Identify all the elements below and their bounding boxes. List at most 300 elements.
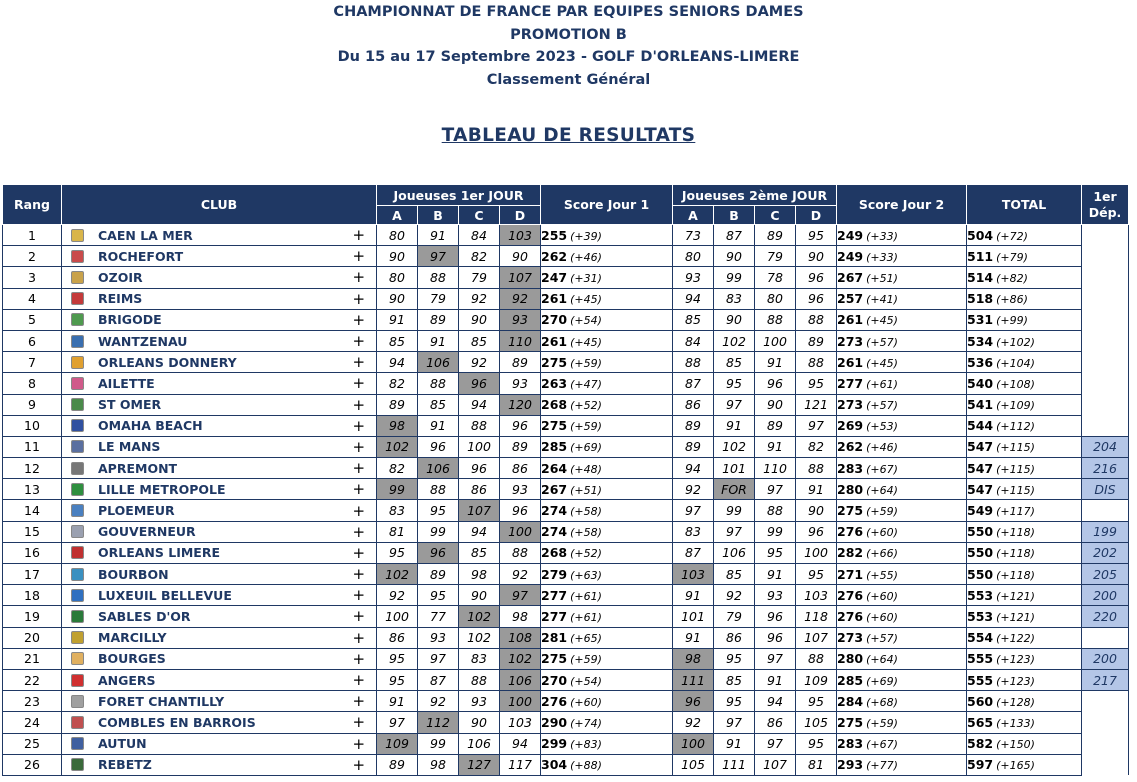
day1-score-cell: 110 <box>500 330 541 351</box>
score-day2-value: 276 <box>837 524 864 540</box>
day1-score-cell: 96 <box>500 415 541 436</box>
club-name: PLOEMEUR <box>98 503 175 519</box>
total-diff: (+109) <box>996 399 1035 413</box>
total-diff: (+115) <box>996 483 1035 497</box>
day2-score-cell: 97 <box>755 479 796 500</box>
score-day2-cell <box>837 246 967 267</box>
day2-score-cell: 81 <box>796 754 837 775</box>
table-row <box>3 754 1129 775</box>
table-row <box>3 564 1129 585</box>
club-logo-icon <box>71 631 84 644</box>
day2-score-cell: 95 <box>796 225 837 246</box>
day2-score-cell: 86 <box>755 712 796 733</box>
total-cell <box>967 436 1082 457</box>
day1-score-cell: 91 <box>377 309 418 330</box>
score-day1-value: 290 <box>541 714 568 730</box>
score-day1-cell <box>541 225 673 246</box>
table-row <box>3 691 1129 712</box>
score-day1-diff: (+54) <box>570 674 602 688</box>
day2-score-cell: 88 <box>796 309 837 330</box>
total-diff: (+121) <box>996 589 1035 603</box>
score-day2-cell <box>837 733 967 754</box>
total-value: 511 <box>967 248 994 264</box>
rank-cell: 17 <box>3 564 62 585</box>
first-dep-cell <box>1082 415 1129 436</box>
expand-plus-button[interactable]: + <box>342 225 377 246</box>
day1-score-cell: 96 <box>418 542 459 563</box>
day2-score-cell: 89 <box>755 415 796 436</box>
expand-plus-button[interactable]: + <box>342 479 377 500</box>
total-value: 550 <box>967 545 994 561</box>
club-wrap <box>62 712 342 732</box>
table-row <box>3 394 1129 415</box>
rank-cell: 2 <box>3 246 62 267</box>
day1-score-cell: 117 <box>500 754 541 775</box>
score-day1-value: 261 <box>541 291 568 307</box>
total-value: 554 <box>967 630 994 646</box>
club-wrap <box>62 246 342 266</box>
score-day1-diff: (+59) <box>570 420 602 434</box>
results-table-title: TABLEAU DE RESULTATS <box>441 125 696 146</box>
total-value: 582 <box>967 736 994 752</box>
day2-score-cell: 97 <box>714 521 755 542</box>
expand-plus-button[interactable]: + <box>342 606 377 627</box>
day2-score-cell: 80 <box>673 246 714 267</box>
expand-plus-button[interactable]: + <box>342 415 377 436</box>
day1-score-cell: 99 <box>418 521 459 542</box>
score-day1-cell <box>541 606 673 627</box>
total-value: 553 <box>967 608 994 624</box>
score-day1-value: 277 <box>541 587 568 603</box>
day1-score-cell: 106 <box>418 352 459 373</box>
club-cell <box>62 246 342 267</box>
first-dep-cell: 199 <box>1082 521 1129 542</box>
score-day1-cell <box>541 542 673 563</box>
day2-score-cell: 90 <box>796 500 837 521</box>
club-name: GOUVERNEUR <box>98 524 196 540</box>
club-name: LILLE METROPOLE <box>98 481 226 497</box>
total-value: 549 <box>967 503 994 519</box>
day1-score-cell: 92 <box>418 691 459 712</box>
day2-score-cell: 118 <box>796 606 837 627</box>
score-day1-diff: (+59) <box>570 653 602 667</box>
day2-score-cell: 107 <box>755 754 796 775</box>
day1-score-cell: 94 <box>377 352 418 373</box>
expand-plus-button[interactable]: + <box>342 267 377 288</box>
expand-plus-button[interactable]: + <box>342 648 377 669</box>
day2-score-cell: 100 <box>673 733 714 754</box>
day1-score-cell: 103 <box>500 712 541 733</box>
day2-score-cell: 97 <box>714 712 755 733</box>
total-cell <box>967 606 1082 627</box>
score-day2-diff: (+77) <box>866 759 898 773</box>
score-day1-value: 270 <box>541 312 568 328</box>
expand-plus-button[interactable]: + <box>342 669 377 690</box>
score-day1-cell <box>541 564 673 585</box>
day1-score-cell: 82 <box>377 373 418 394</box>
club-cell <box>62 330 342 351</box>
day2-score-cell: 83 <box>714 288 755 309</box>
club-cell <box>62 627 342 648</box>
day2-score-cell: 97 <box>714 394 755 415</box>
club-name: MARCILLY <box>98 630 167 646</box>
day2-score-cell: 86 <box>714 627 755 648</box>
day1-score-cell: 95 <box>377 648 418 669</box>
score-day2-diff: (+53) <box>866 420 898 434</box>
day1-score-cell: 93 <box>500 309 541 330</box>
day1-score-cell: 97 <box>377 712 418 733</box>
expand-plus-button[interactable]: + <box>342 542 377 563</box>
score-day1-diff: (+51) <box>570 483 602 497</box>
day1-score-cell: 98 <box>459 564 500 585</box>
day2-score-cell: 91 <box>755 564 796 585</box>
expand-plus-button[interactable]: + <box>342 585 377 606</box>
division-title: PROMOTION B <box>510 26 627 43</box>
score-day1-diff: (+65) <box>570 632 602 646</box>
day1-score-cell: 107 <box>500 267 541 288</box>
day1-score-cell: 79 <box>418 288 459 309</box>
day2-score-cell: 94 <box>755 691 796 712</box>
score-day2-diff: (+69) <box>866 674 898 688</box>
day2-score-cell: 102 <box>714 330 755 351</box>
club-wrap <box>62 649 342 669</box>
score-day2-cell <box>837 352 967 373</box>
table-row <box>3 479 1129 500</box>
table-row <box>3 436 1129 457</box>
total-diff: (+133) <box>996 716 1035 730</box>
total-value: 531 <box>967 312 994 328</box>
total-diff: (+121) <box>996 610 1035 624</box>
day2-score-cell: 93 <box>755 585 796 606</box>
total-cell <box>967 712 1082 733</box>
expand-plus-button[interactable]: + <box>342 309 377 330</box>
score-day1-cell <box>541 648 673 669</box>
table-row <box>3 500 1129 521</box>
day2-score-cell: 95 <box>796 691 837 712</box>
total-cell <box>967 585 1082 606</box>
table-row <box>3 521 1129 542</box>
day2-score-cell: 78 <box>755 267 796 288</box>
day2-score-cell: 99 <box>755 521 796 542</box>
club-cell <box>62 521 342 542</box>
day1-score-cell: 88 <box>459 415 500 436</box>
total-cell <box>967 246 1082 267</box>
score-day2-cell <box>837 394 967 415</box>
score-day2-diff: (+46) <box>866 441 898 455</box>
total-cell <box>967 288 1082 309</box>
score-day1-value: 261 <box>541 333 568 349</box>
day1-score-cell: 96 <box>418 436 459 457</box>
score-day1-cell <box>541 585 673 606</box>
total-cell <box>967 309 1082 330</box>
col-club: CLUB <box>62 185 377 225</box>
day1-score-cell: 94 <box>459 394 500 415</box>
score-day2-cell <box>837 691 967 712</box>
club-logo-icon <box>71 737 84 750</box>
day1-score-cell: 86 <box>459 479 500 500</box>
score-day1-diff: (+69) <box>570 441 602 455</box>
club-wrap <box>62 501 342 521</box>
day2-score-cell: 94 <box>673 288 714 309</box>
score-day1-diff: (+88) <box>570 759 602 773</box>
day1-score-cell: 90 <box>377 246 418 267</box>
expand-plus-button[interactable]: + <box>342 500 377 521</box>
score-day2-cell <box>837 267 967 288</box>
expand-plus-button[interactable]: + <box>342 436 377 457</box>
day2-score-cell: 96 <box>755 606 796 627</box>
total-value: 504 <box>967 227 994 243</box>
expand-plus-button[interactable]: + <box>342 712 377 733</box>
first-dep-cell <box>1082 373 1129 394</box>
day2-score-cell: 89 <box>796 330 837 351</box>
table-row <box>3 648 1129 669</box>
rank-cell: 5 <box>3 309 62 330</box>
expand-plus-button[interactable]: + <box>342 330 377 351</box>
club-wrap <box>62 331 342 351</box>
score-day1-diff: (+58) <box>570 526 602 540</box>
col-d2-b: B <box>714 206 755 225</box>
expand-plus-button[interactable]: + <box>342 246 377 267</box>
day1-score-cell: 77 <box>418 606 459 627</box>
score-day2-value: 249 <box>837 248 864 264</box>
total-diff: (+123) <box>996 674 1035 688</box>
day2-score-cell: 100 <box>796 542 837 563</box>
score-day2-value: 280 <box>837 651 864 667</box>
rank-cell: 1 <box>3 225 62 246</box>
first-dep-cell: 205 <box>1082 564 1129 585</box>
score-day2-diff: (+57) <box>866 399 898 413</box>
total-value: 565 <box>967 714 994 730</box>
event-dates-venue: Du 15 au 17 Septembre 2023 - GOLF D'ORLEANS-LIMERE <box>337 49 800 65</box>
score-day2-value: 273 <box>837 333 864 349</box>
club-cell <box>62 415 342 436</box>
total-diff: (+86) <box>996 293 1028 307</box>
total-diff: (+82) <box>996 271 1028 285</box>
first-dep-cell: 200 <box>1082 648 1129 669</box>
score-day1-value: 285 <box>541 439 568 455</box>
day1-score-cell: 100 <box>500 691 541 712</box>
first-dep-cell <box>1082 754 1129 775</box>
day1-score-cell: 88 <box>459 669 500 690</box>
table-row <box>3 585 1129 606</box>
first-dep-cell <box>1082 627 1129 648</box>
score-day2-cell <box>837 564 967 585</box>
score-day1-cell <box>541 712 673 733</box>
day1-score-cell: 79 <box>459 267 500 288</box>
expand-plus-button[interactable]: + <box>342 754 377 775</box>
day1-score-cell: 100 <box>459 436 500 457</box>
score-day1-diff: (+46) <box>570 250 602 264</box>
expand-plus-button[interactable]: + <box>342 733 377 754</box>
score-day2-cell <box>837 606 967 627</box>
expand-plus-button[interactable]: + <box>342 373 377 394</box>
rank-cell: 18 <box>3 585 62 606</box>
day1-score-cell: 99 <box>418 733 459 754</box>
day2-score-cell: 91 <box>796 479 837 500</box>
score-day2-diff: (+45) <box>866 314 898 328</box>
score-day1-value: 264 <box>541 460 568 476</box>
day1-score-cell: 99 <box>377 479 418 500</box>
day2-score-cell: 88 <box>755 500 796 521</box>
club-name: ORLEANS LIMERE <box>98 545 221 561</box>
club-logo-icon <box>71 440 84 453</box>
score-day2-cell <box>837 479 967 500</box>
table-row <box>3 267 1129 288</box>
expand-plus-button[interactable]: + <box>342 521 377 542</box>
rank-cell: 3 <box>3 267 62 288</box>
day1-score-cell: 88 <box>418 373 459 394</box>
score-day2-diff: (+45) <box>866 356 898 370</box>
score-day1-value: 281 <box>541 630 568 646</box>
club-cell <box>62 564 342 585</box>
score-day1-diff: (+60) <box>570 695 602 709</box>
club-cell <box>62 373 342 394</box>
score-day2-cell <box>837 500 967 521</box>
score-day1-diff: (+52) <box>570 547 602 561</box>
club-name: LUXEUIL BELLEVUE <box>98 587 232 603</box>
day1-score-cell: 102 <box>459 606 500 627</box>
club-wrap <box>62 437 342 457</box>
col-d1-a: A <box>377 206 418 225</box>
day2-score-cell: 89 <box>673 436 714 457</box>
club-wrap <box>62 734 342 754</box>
club-name: FORET CHANTILLY <box>98 693 225 709</box>
table-row <box>3 225 1129 246</box>
rank-cell: 4 <box>3 288 62 309</box>
day1-score-cell: 92 <box>500 288 541 309</box>
score-day2-value: 275 <box>837 503 864 519</box>
total-value: 553 <box>967 587 994 603</box>
expand-plus-button[interactable]: + <box>342 691 377 712</box>
club-name: AILETTE <box>98 375 155 391</box>
total-cell <box>967 691 1082 712</box>
club-logo-icon <box>71 250 84 263</box>
rank-cell: 16 <box>3 542 62 563</box>
day1-score-cell: 93 <box>500 479 541 500</box>
expand-plus-button[interactable]: + <box>342 394 377 415</box>
score-day2-diff: (+60) <box>866 610 898 624</box>
day2-score-cell: 91 <box>755 669 796 690</box>
day1-score-cell: 81 <box>377 521 418 542</box>
day1-score-cell: 89 <box>500 352 541 373</box>
score-day2-value: 267 <box>837 269 864 285</box>
score-day1-cell <box>541 691 673 712</box>
expand-plus-button[interactable]: + <box>342 458 377 479</box>
day1-score-cell: 85 <box>377 330 418 351</box>
total-cell <box>967 669 1082 690</box>
club-cell <box>62 436 342 457</box>
day1-score-cell: 95 <box>418 585 459 606</box>
club-logo-icon <box>71 589 84 602</box>
score-day1-cell <box>541 288 673 309</box>
rank-cell: 25 <box>3 733 62 754</box>
table-row <box>3 288 1129 309</box>
day2-score-cell: 96 <box>796 521 837 542</box>
club-name: LE MANS <box>98 439 161 455</box>
total-value: 534 <box>967 333 994 349</box>
score-day2-value: 269 <box>837 418 864 434</box>
day1-score-cell: 96 <box>459 373 500 394</box>
day1-score-cell: 102 <box>377 564 418 585</box>
expand-plus-button[interactable]: + <box>342 627 377 648</box>
score-day2-value: 257 <box>837 291 864 307</box>
club-logo-icon <box>71 462 84 475</box>
expand-plus-button[interactable]: + <box>342 564 377 585</box>
expand-plus-button[interactable]: + <box>342 288 377 309</box>
score-day2-diff: (+57) <box>866 632 898 646</box>
club-wrap <box>62 606 342 626</box>
club-wrap <box>62 310 342 330</box>
score-day1-cell <box>541 627 673 648</box>
championship-title: CHAMPIONNAT DE FRANCE PAR EQUIPES SENIORS DAMES <box>333 4 804 20</box>
day2-score-cell: 96 <box>755 627 796 648</box>
first-dep-cell <box>1082 267 1129 288</box>
day1-score-cell: 93 <box>459 691 500 712</box>
score-day2-diff: (+59) <box>866 716 898 730</box>
first-dep-cell <box>1082 394 1129 415</box>
first-dep-cell <box>1082 246 1129 267</box>
day1-score-cell: 120 <box>500 394 541 415</box>
expand-plus-button[interactable]: + <box>342 352 377 373</box>
score-day1-diff: (+39) <box>570 229 602 243</box>
day2-score-cell: 91 <box>755 436 796 457</box>
day2-score-cell: 98 <box>673 648 714 669</box>
score-day1-diff: (+59) <box>570 356 602 370</box>
score-day1-diff: (+45) <box>570 293 602 307</box>
day2-score-cell: 105 <box>673 754 714 775</box>
score-day1-cell <box>541 394 673 415</box>
score-day2-cell <box>837 415 967 436</box>
day2-score-cell: 92 <box>714 585 755 606</box>
day2-score-cell: 85 <box>714 669 755 690</box>
rank-cell: 7 <box>3 352 62 373</box>
club-name: AUTUN <box>98 736 147 752</box>
day2-score-cell: 101 <box>714 458 755 479</box>
day2-score-cell: 93 <box>673 267 714 288</box>
col-d2-c: C <box>755 206 796 225</box>
day1-score-cell: 85 <box>418 394 459 415</box>
club-cell <box>62 479 342 500</box>
score-day1-cell <box>541 669 673 690</box>
score-day2-value: 273 <box>837 630 864 646</box>
rank-cell: 22 <box>3 669 62 690</box>
day1-score-cell: 97 <box>418 246 459 267</box>
score-day1-diff: (+52) <box>570 399 602 413</box>
club-wrap <box>62 479 342 499</box>
day2-score-cell: 110 <box>755 458 796 479</box>
total-cell <box>967 627 1082 648</box>
club-wrap <box>62 395 342 415</box>
day2-score-cell: 99 <box>714 267 755 288</box>
col-day1-players: Joueuses 1er JOUR <box>377 185 541 206</box>
score-day1-value: 304 <box>541 757 568 773</box>
score-day2-diff: (+60) <box>866 589 898 603</box>
day2-score-cell: 95 <box>796 564 837 585</box>
club-wrap <box>62 373 342 393</box>
club-cell <box>62 267 342 288</box>
day1-score-cell: 89 <box>377 754 418 775</box>
total-diff: (+115) <box>996 441 1035 455</box>
total-diff: (+99) <box>996 314 1028 328</box>
day1-score-cell: 95 <box>377 542 418 563</box>
day1-score-cell: 92 <box>459 288 500 309</box>
score-day2-value: 276 <box>837 587 864 603</box>
day2-score-cell: 111 <box>673 669 714 690</box>
day1-score-cell: 127 <box>459 754 500 775</box>
club-wrap <box>62 225 342 245</box>
first-dep-cell <box>1082 288 1129 309</box>
club-wrap <box>62 543 342 563</box>
